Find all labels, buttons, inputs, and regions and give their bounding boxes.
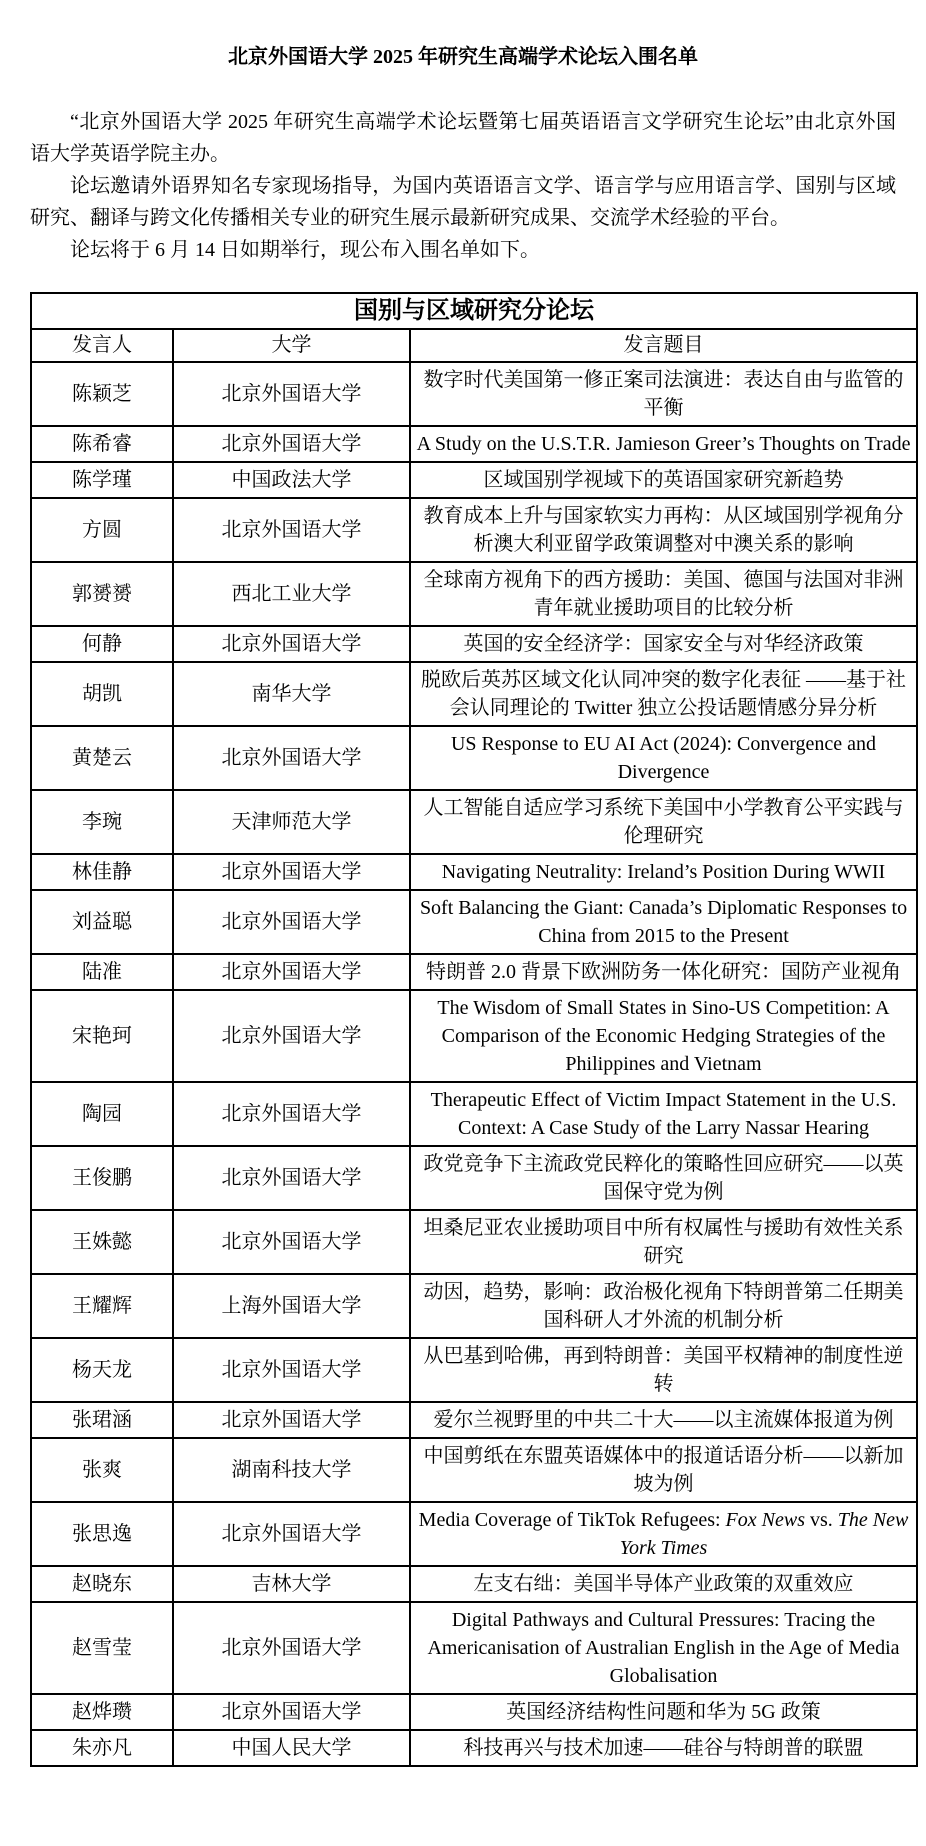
cell-topic <box>410 1566 917 1602</box>
shortlist-table <box>30 292 918 1767</box>
column-header-speaker: 发言人 <box>31 329 173 362</box>
cell-university: 北京外国语大学 <box>173 1210 410 1274</box>
topic-segment: 教育成本上升与国家软实力再构：从区域国别学视角分析澳大利亚留学政策调整对中澳关系的影响 <box>423 505 904 555</box>
topic-segment: The Wisdom of Small States in Sino-US Competition: A Comparison of the Economic Hedging Strategies of the Philippines and Vietnam <box>437 997 890 1075</box>
cell-topic <box>410 1694 917 1730</box>
cell-speaker: 张珺涵 <box>31 1402 173 1438</box>
topic-segment: 全球南方视角下的西方援助：美国、德国与法国对非洲青年就业援助项目的比较分析 <box>423 569 904 619</box>
topic-segment: 中国剪纸在东盟英语媒体中的报道话语分析——以新加坡为例 <box>423 1445 904 1495</box>
cell-university: 北京外国语大学 <box>173 426 410 462</box>
topic-segment: 动因，趋势，影响：政治极化视角下特朗普第二任期美国科研人才外流的机制分析 <box>423 1281 904 1331</box>
topic-segment: US Response to EU AI Act (2024): Convergence and Divergence <box>450 733 877 783</box>
cell-university: 北京外国语大学 <box>173 854 410 890</box>
intro-paragraph-host: “北京外国语大学 2025 年研究生高端学术论坛暨第七届英语语言文学研究生论坛”由北京外国语大学英语学院主办。 <box>30 111 896 165</box>
cell-university: 北京外国语大学 <box>173 1338 410 1402</box>
table-row <box>31 1402 917 1438</box>
cell-speaker: 宋艳珂 <box>31 990 173 1082</box>
topic-segment: A Study on the U.S.T.R. Jamieson Greer’s Thoughts on Trade <box>416 433 911 455</box>
cell-speaker: 王耀辉 <box>31 1274 173 1338</box>
topic-segment: 从巴基到哈佛，再到特朗普：美国平权精神的制度性逆转 <box>423 1345 904 1395</box>
table-row <box>31 462 917 498</box>
topic-segment: 左支右绌：美国半导体产业政策的双重效应 <box>473 1573 854 1595</box>
table-section-header-row <box>31 293 917 329</box>
cell-university: 南华大学 <box>173 662 410 726</box>
cell-speaker: 黄楚云 <box>31 726 173 790</box>
table-row <box>31 662 917 726</box>
table-row <box>31 426 917 462</box>
cell-speaker: 杨天龙 <box>31 1338 173 1402</box>
cell-topic <box>410 790 917 854</box>
cell-topic <box>410 498 917 562</box>
cell-topic <box>410 1210 917 1274</box>
table-row <box>31 362 917 426</box>
cell-speaker: 陈学瑾 <box>31 462 173 498</box>
table-row <box>31 1502 917 1566</box>
cell-university: 北京外国语大学 <box>173 990 410 1082</box>
topic-segment: Digital Pathways and Cultural Pressures: Tracing the Americanisation of Australian English in the Age of Media Globalisation <box>427 1609 900 1687</box>
topic-segment: Media Coverage of TikTok Refugees: <box>418 1509 726 1531</box>
cell-university: 北京外国语大学 <box>173 1694 410 1730</box>
cell-university: 北京外国语大学 <box>173 890 410 954</box>
cell-speaker: 方圆 <box>31 498 173 562</box>
table-row <box>31 1694 917 1730</box>
intro-paragraph-date: 论坛将于 6 月 14 日如期举行，现公布入围名单如下。 <box>70 239 540 261</box>
intro-paragraph-purpose: 论坛邀请外语界知名专家现场指导，为国内英语语言文学、语言学与应用语言学、国别与区域研究、翻译与跨文化传播相关专业的研究生展示最新研究成果、交流学术经验的平台。 <box>30 175 896 229</box>
topic-segment: 特朗普 2.0 背景下欧洲防务一体化研究：国防产业视角 <box>426 961 901 983</box>
topic-segment: 英国的安全经济学：国家安全与对华经济政策 <box>463 633 864 655</box>
cell-university: 吉林大学 <box>173 1566 410 1602</box>
cell-topic <box>410 1438 917 1502</box>
table-column-header-row <box>31 329 917 362</box>
cell-topic <box>410 562 917 626</box>
cell-topic <box>410 462 917 498</box>
cell-speaker: 陆准 <box>31 954 173 990</box>
cell-topic <box>410 726 917 790</box>
cell-speaker: 朱亦凡 <box>31 1730 173 1766</box>
column-header-topic: 发言题目 <box>410 329 917 362</box>
cell-topic <box>410 1274 917 1338</box>
cell-university: 天津师范大学 <box>173 790 410 854</box>
cell-university: 北京外国语大学 <box>173 626 410 662</box>
topic-segment: 坦桑尼亚农业援助项目中所有权属性与援助有效性关系研究 <box>423 1217 904 1267</box>
table-row <box>31 1602 917 1694</box>
topic-segment: vs. <box>804 1509 838 1531</box>
cell-university: 上海外国语大学 <box>173 1274 410 1338</box>
table-row <box>31 854 917 890</box>
cell-topic <box>410 890 917 954</box>
table-row <box>31 890 917 954</box>
cell-university: 北京外国语大学 <box>173 1082 410 1146</box>
cell-topic <box>410 1082 917 1146</box>
cell-university: 北京外国语大学 <box>173 1146 410 1210</box>
topic-segment: 爱尔兰视野里的中共二十大——以主流媒体报道为例 <box>433 1409 894 1431</box>
cell-speaker: 陈颖芝 <box>31 362 173 426</box>
page-title: 北京外国语大学 2025 年研究生高端学术论坛入围名单 <box>228 46 698 68</box>
cell-speaker: 陈希睿 <box>31 426 173 462</box>
cell-speaker: 胡凯 <box>31 662 173 726</box>
topic-segment: Therapeutic Effect of Victim Impact Statement in the U.S. Context: A Case Study of the Larry Nassar Hearing <box>430 1089 897 1139</box>
cell-topic <box>410 626 917 662</box>
topic-segment: Soft Balancing the Giant: Canada’s Diplomatic Responses to China from 2015 to the Present <box>419 897 908 947</box>
cell-speaker: 郭赟赟 <box>31 562 173 626</box>
cell-university: 北京外国语大学 <box>173 954 410 990</box>
cell-topic <box>410 854 917 890</box>
cell-speaker: 陶园 <box>31 1082 173 1146</box>
table-row <box>31 498 917 562</box>
table-section-title: 国别与区域研究分论坛 <box>31 293 917 329</box>
cell-topic <box>410 662 917 726</box>
table-row <box>31 990 917 1082</box>
cell-university: 中国人民大学 <box>173 1730 410 1766</box>
table-row <box>31 626 917 662</box>
cell-speaker: 赵烨瓒 <box>31 1694 173 1730</box>
cell-university: 北京外国语大学 <box>173 1402 410 1438</box>
cell-speaker: 赵雪莹 <box>31 1602 173 1694</box>
topic-segment: 政党竞争下主流政党民粹化的策略性回应研究——以英国保守党为例 <box>423 1153 904 1203</box>
table-row <box>31 790 917 854</box>
table-row <box>31 1438 917 1502</box>
cell-speaker: 李琬 <box>31 790 173 854</box>
cell-university: 北京外国语大学 <box>173 1602 410 1694</box>
table-row <box>31 1730 917 1766</box>
cell-speaker: 林佳静 <box>31 854 173 890</box>
cell-topic <box>410 954 917 990</box>
cell-topic <box>410 362 917 426</box>
cell-topic <box>410 1338 917 1402</box>
cell-university: 湖南科技大学 <box>173 1438 410 1502</box>
cell-university: 北京外国语大学 <box>173 726 410 790</box>
cell-topic <box>410 1502 917 1566</box>
cell-university: 北京外国语大学 <box>173 498 410 562</box>
topic-segment: 英国经济结构性问题和华为 5G 政策 <box>506 1701 821 1723</box>
table-row <box>31 1146 917 1210</box>
topic-segment: 脱欧后英苏区域文化认同冲突的数字化表征 ——基于社会认同理论的 Twitter 独立公投话题情感分异分析 <box>421 669 906 719</box>
table-row <box>31 562 917 626</box>
cell-speaker: 张爽 <box>31 1438 173 1502</box>
topic-segment: Navigating Neutrality: Ireland’s Position During WWII <box>441 861 886 883</box>
cell-speaker: 刘益聪 <box>31 890 173 954</box>
cell-speaker: 王姝懿 <box>31 1210 173 1274</box>
cell-speaker: 赵晓东 <box>31 1566 173 1602</box>
topic-segment-italic: Fox News <box>725 1509 805 1531</box>
cell-speaker: 何静 <box>31 626 173 662</box>
cell-university: 西北工业大学 <box>173 562 410 626</box>
table-body <box>31 362 917 1766</box>
topic-segment: 区域国别学视域下的英语国家研究新趋势 <box>483 469 844 491</box>
cell-university: 中国政法大学 <box>173 462 410 498</box>
cell-university: 北京外国语大学 <box>173 1502 410 1566</box>
cell-topic <box>410 990 917 1082</box>
topic-segment: 数字时代美国第一修正案司法演进：表达自由与监管的平衡 <box>423 369 904 419</box>
cell-topic <box>410 1146 917 1210</box>
table-row <box>31 726 917 790</box>
cell-topic <box>410 1730 917 1766</box>
cell-university: 北京外国语大学 <box>173 362 410 426</box>
topic-segment-italic: The New York Times <box>619 1509 909 1559</box>
column-header-university: 大学 <box>173 329 410 362</box>
cell-topic <box>410 1402 917 1438</box>
topic-segment: 科技再兴与技术加速——硅谷与特朗普的联盟 <box>463 1737 864 1759</box>
cell-speaker: 张思逸 <box>31 1502 173 1566</box>
table-row <box>31 954 917 990</box>
table-row <box>31 1082 917 1146</box>
table-row <box>31 1274 917 1338</box>
topic-segment: 人工智能自适应学习系统下美国中小学教育公平实践与伦理研究 <box>423 797 904 847</box>
cell-speaker: 王俊鹏 <box>31 1146 173 1210</box>
cell-topic <box>410 426 917 462</box>
table-row <box>31 1566 917 1602</box>
table-row <box>31 1338 917 1402</box>
cell-topic <box>410 1602 917 1694</box>
table-row <box>31 1210 917 1274</box>
